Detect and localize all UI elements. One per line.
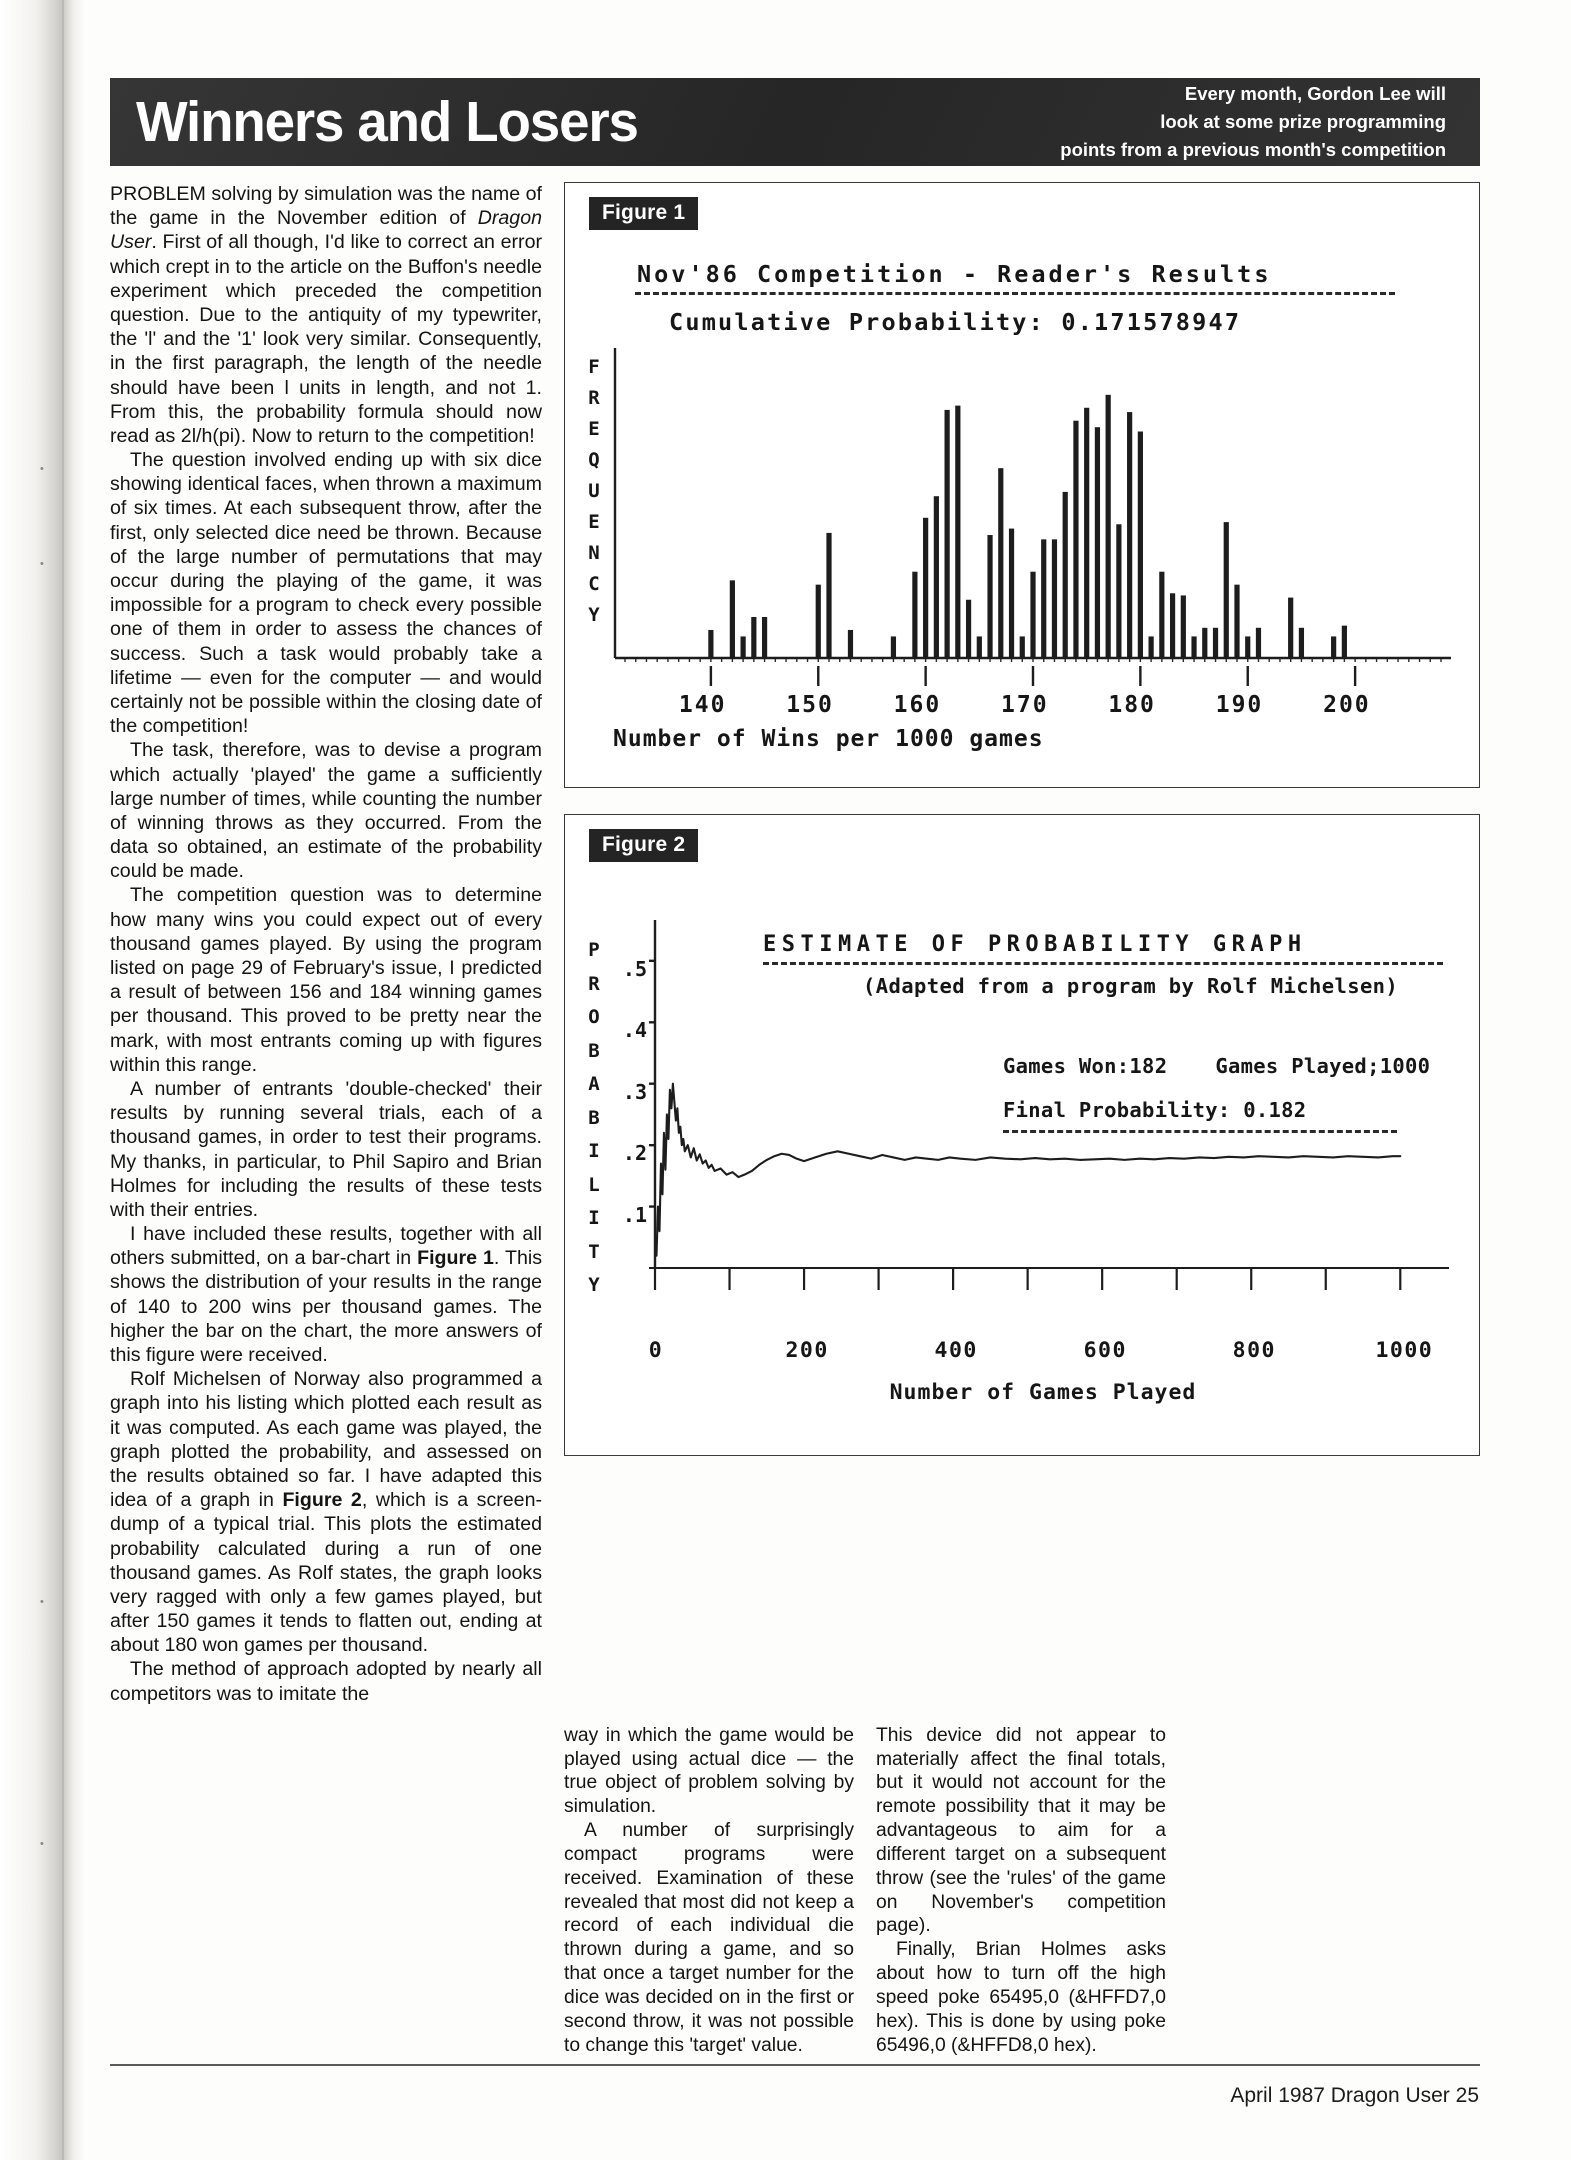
figure-1-bar xyxy=(1052,539,1057,658)
figure-1-plot-area xyxy=(613,348,1453,664)
article-column-1 xyxy=(110,182,542,1706)
figure-1-x-tick-label: 200 xyxy=(1323,692,1371,718)
paragraph-compact-programs: A number of surprisingly compact programs were received. Examination of these revealed that most did not keep a record of each individual die thrown during a game, and so that once a target number for the dice was decided on in the first or second throw, it was not possible to change this 'target' value. xyxy=(564,1820,854,2056)
figure-1-bar xyxy=(1084,408,1089,658)
figure-1-bar xyxy=(1213,628,1218,658)
paragraph-task: The task, therefore, was to devise a program which actually 'played' the game a sufficiently large number of times, while counting the number of winning throws as they occurred. From the data so obtained, an estimate of the probability could be made. xyxy=(110,739,542,883)
figure-1-bar xyxy=(751,617,756,658)
figure-1-x-tick-label: 140 xyxy=(678,692,727,718)
figure-2-box xyxy=(564,814,1480,1456)
figure-2-y-tick-label: .1 xyxy=(622,1202,647,1227)
figure-1-bars xyxy=(624,395,1441,662)
figure-1-bar xyxy=(955,406,960,658)
figure-1-bar xyxy=(987,535,992,658)
figure-1-bar xyxy=(1288,598,1293,658)
games-played-value: Games Played;1000 xyxy=(1215,1054,1431,1078)
games-won-value: Games Won:182 xyxy=(1003,1054,1168,1078)
page-gutter-shadow xyxy=(0,0,86,2160)
figure-1-bar xyxy=(1224,522,1229,658)
figure2-reference: Figure 2 xyxy=(282,1489,362,1512)
figure-2-y-tick-label: .3 xyxy=(622,1079,647,1104)
figure-1-x-tick-label: 160 xyxy=(893,692,942,718)
magazine-name-italic: Dragon User xyxy=(110,207,542,254)
page-content xyxy=(110,78,1480,2078)
figure-1-bar xyxy=(1170,593,1175,658)
paragraph-figure2-ref xyxy=(110,1367,542,1657)
figure-1-bar xyxy=(1299,628,1304,658)
figure-2-credit-line: (Adapted from a program by Rolf Michelsen) xyxy=(863,974,1399,998)
figure-1-chart-title: Nov'86 Competition - Reader's Results xyxy=(637,260,1272,288)
figure-2-stats-line-2: Final Probability: 0.182 xyxy=(1003,1098,1307,1122)
paragraph-double-checked: A number of entrants 'double-checked' their results by running several trials, each of a thousand games, in order to test their programs. My thanks, in particular, to Phil Sapiro and Brian Holmes for including the results of these tests with their entries. xyxy=(110,1077,542,1221)
para-fig2-part-b: , which is a screen-dump of a typical trial. This plots the estimated probability calculated during a run of one thousand games. As Rolf states, the graph looks very ragged with only a few games played, but after 150 games it tends to flatten out, ending at about 180 won games per thousand. xyxy=(110,1489,542,1657)
figure-1-y-axis-label: F R E Q U E N C Y xyxy=(588,356,600,626)
figure-2-y-tick-label: .5 xyxy=(622,956,647,981)
figure-2-x-tick-label: 1000 xyxy=(1375,1338,1434,1363)
figure-1-bar xyxy=(1181,595,1186,658)
figure-1-bar xyxy=(1191,636,1196,658)
masthead-subtitle-line-3: points from a previous month's competition xyxy=(1060,139,1446,161)
paragraph-actual-dice: way in which the game would be played using actual dice — the true object of problem solving by simulation. xyxy=(564,1724,854,1818)
figure-2-stats-rule xyxy=(1003,1130,1397,1133)
article-column-2 xyxy=(564,1724,854,2058)
figure-1-bar xyxy=(912,572,917,658)
page-title: Winners and Losers xyxy=(136,89,638,154)
figure-1-bar xyxy=(966,600,971,658)
figure-1-bar xyxy=(762,617,767,658)
figure-1-bar xyxy=(1149,636,1154,658)
gutter-speck-2: • xyxy=(40,558,44,570)
figure-1-bar xyxy=(1009,529,1014,658)
figure-1-box xyxy=(564,182,1480,788)
figure-1-bar xyxy=(1202,628,1207,658)
figure-2-chart xyxy=(583,918,1461,1448)
figure-1-x-tick-label: 180 xyxy=(1108,692,1156,718)
page-spine-line xyxy=(62,0,64,2160)
para-1-part-b: . First of all though, I'd like to correct an error which crept in to the article on the Buffon's needle experiment which preceded the competition question. Due to the antiquity of my typewriter, the 'l' and the '1' look very similar. Consequently, in the first paragraph, the length of the needle should have been l units in length, and not 1. From this, the probability formula should now read as 2l/h(pi). Now to return to the competition! xyxy=(110,231,542,447)
figure-1-bar xyxy=(1127,412,1132,658)
figure-1-bar xyxy=(848,630,853,658)
para-1-part-a: PROBLEM solving by simulation was the name of the game in the November edition of xyxy=(110,183,542,230)
figure-1-x-tick-label: 170 xyxy=(1001,692,1049,718)
gutter-speck-4: • xyxy=(40,1838,44,1850)
figure-1-bar xyxy=(1138,432,1143,659)
paragraph-poke: Finally, Brian Holmes asks about how to turn off the high speed poke 65495,0 (&HFFD7,0 hex). This is done by using poke 65496,0 (&HFFD8,0 hex). xyxy=(876,1939,1166,2056)
figure-2-x-tick-label: 600 xyxy=(1083,1338,1127,1363)
figure-1-bar xyxy=(708,630,713,658)
figure-1-chart-subtitle: Cumulative Probability: 0.171578947 xyxy=(669,308,1242,336)
masthead-subtitle xyxy=(1060,80,1452,164)
article-column-3 xyxy=(876,1724,1166,2058)
figure-1-bar xyxy=(934,496,939,658)
figure-1-bar xyxy=(730,580,735,658)
figure-2-x-tick-label: 800 xyxy=(1232,1338,1276,1363)
figure-2-chart-title: ESTIMATE OF PROBABILITY GRAPH xyxy=(763,932,1307,957)
figure-1-bar xyxy=(1106,395,1111,658)
figure-1-bar xyxy=(741,636,746,658)
article-bottom-area xyxy=(564,1724,1480,2058)
footer-divider xyxy=(110,2064,1480,2066)
figure-2-tag: Figure 2 xyxy=(589,829,698,862)
paragraph-method: The method of approach adopted by nearly all competitors was to imitate the xyxy=(110,1658,542,1705)
figure-2-y-tick-label: .2 xyxy=(622,1141,647,1166)
masthead-subtitle-line-2: look at some prize programming xyxy=(1160,110,1446,132)
figure-2-x-tick-label: 200 xyxy=(785,1338,829,1363)
figure-1-bar xyxy=(891,636,896,658)
figure1-reference: Figure 1 xyxy=(417,1247,494,1270)
paragraph-competition-question: The competition question was to determine how many wins you could expect out of every thousand games played. By using the program listed on page 29 of February's issue, I predicted a result of between 156 and 184 winning games per thousand. This proved to be pretty near the mark, with most entrants coming up with figures within this range. xyxy=(110,884,542,1076)
figure-1-x-ticks xyxy=(613,666,1453,692)
gutter-speck-3: • xyxy=(40,1596,44,1608)
figure-1-bar xyxy=(1020,636,1025,658)
paragraph-figure1-ref xyxy=(110,1222,542,1367)
para-fig2-part-a: Rolf Michelsen of Norway also programmed a graph into his listing which plotted each result as it was computed. As each game was played, the graph plotted the probability, and assessed on the results obtained so far. I have adapted this idea of a graph in xyxy=(110,1368,542,1512)
figure-1-bar xyxy=(1342,626,1347,658)
masthead-banner xyxy=(110,78,1480,166)
figure-1-bar xyxy=(945,410,950,658)
paragraph-device: This device did not appear to materially affect the final totals, but it would not account for the remote possibility that it may be advantageous to aim for a different target on a subsequent throw (see the 'rules' of the game on November's competition page). xyxy=(876,1724,1166,1937)
paragraph-intro xyxy=(110,182,542,448)
figure-1-bar xyxy=(1159,572,1164,658)
figures-area xyxy=(564,182,1480,1706)
figure-2-stats-line-1 xyxy=(1003,1054,1430,1078)
footer-credit: April 1987 Dragon User 25 xyxy=(1230,2084,1479,2107)
figure-1-bar xyxy=(1041,539,1046,658)
figure-1-bar xyxy=(977,636,982,658)
figure-1-bar xyxy=(1245,636,1250,658)
figure-2-x-tick-label: 400 xyxy=(934,1338,978,1363)
figure-1-bar xyxy=(826,533,831,658)
figure-1-bar xyxy=(1095,427,1100,658)
masthead-subtitle-line-1: Every month, Gordon Lee will xyxy=(1184,82,1446,104)
figure-1-bar xyxy=(998,468,1003,658)
figure-1-title-rule xyxy=(635,292,1395,295)
gutter-speck-1: • xyxy=(40,463,44,475)
figure-2-title-rule xyxy=(763,962,1443,965)
paragraph-question: The question involved ending up with six dice showing identical faces, when thrown a maximum of six times. At each subsequent throw, after the first, only selected dice need be thrown. Because of the large number of permutations that may occur during the playing of the game, it was impossible for a program to check every possible one of them in order to assess the chances of success. Such a task would probably take a lifetime — even for the computer — and would certainly not be possible within the closing date of the competition! xyxy=(110,449,542,738)
figure-1-bar xyxy=(1331,636,1336,658)
figure-1-bar xyxy=(923,518,928,658)
figure-2-y-tick-label: .4 xyxy=(622,1018,647,1043)
figure-1-chart xyxy=(583,260,1461,760)
figure-1-bar xyxy=(1256,628,1261,658)
figure-2-x-ticks xyxy=(655,1268,1400,1290)
figure-2-x-tick-label: 0 xyxy=(648,1338,664,1363)
figure-2-x-axis-caption: Number of Games Played xyxy=(889,1380,1197,1405)
article-top-area xyxy=(110,182,1480,1706)
figure-1-x-tick-label: 150 xyxy=(786,692,834,718)
figure-1-bar xyxy=(1116,524,1121,658)
para-fig1-part-b: . This shows the distribution of your results in the range of 140 to 200 wins per thousand games. The higher the bar on the chart, the more answers of this figure were received. xyxy=(110,1247,543,1366)
figure-1-bar xyxy=(816,585,821,658)
figure-1-bar xyxy=(1073,421,1078,658)
figure-1-x-axis-caption: Number of Wins per 1000 games xyxy=(613,726,1044,752)
figure-1-tag: Figure 1 xyxy=(589,197,698,230)
figure-1-bar xyxy=(1063,492,1068,658)
figure-1-x-tick-label: 190 xyxy=(1215,692,1264,718)
figure-1-bar xyxy=(1030,572,1035,658)
figure-1-bar xyxy=(1234,585,1239,658)
para-fig1-part-a: I have included these results, together with all others submitted, on a bar-chart in xyxy=(110,1223,542,1270)
figure-2-y-axis-label: P R O B A B I L I T Y xyxy=(588,939,600,1296)
